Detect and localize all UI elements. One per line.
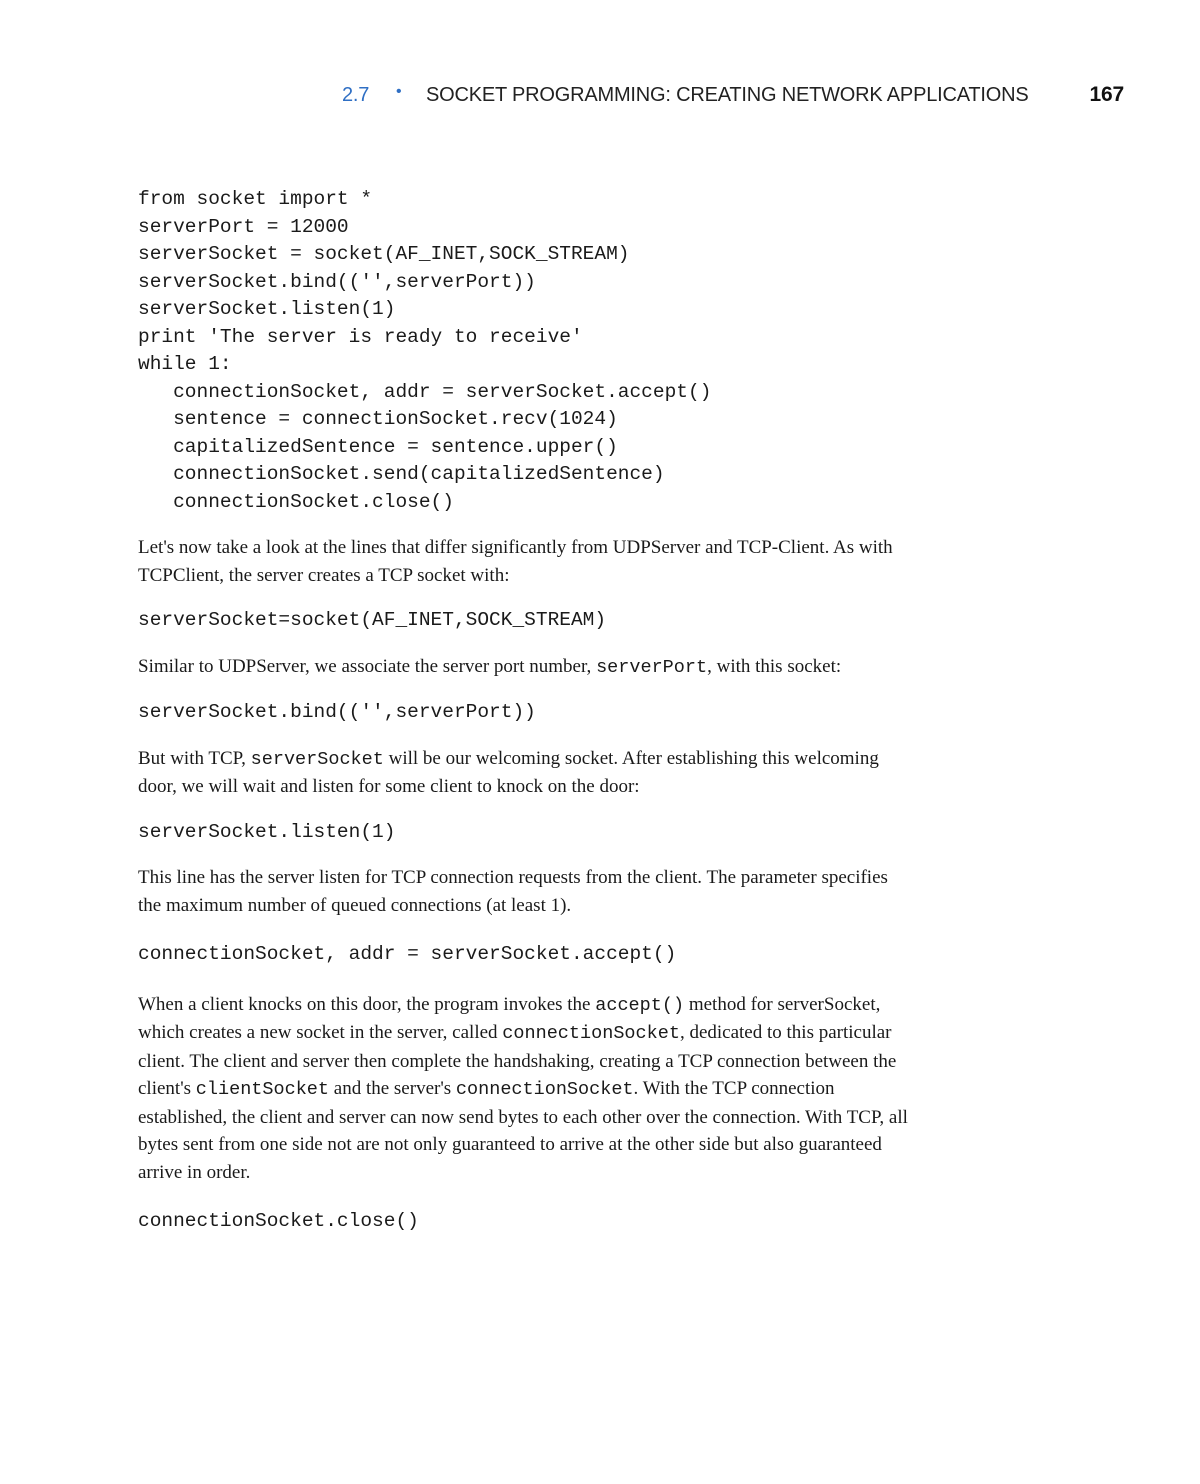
code-listing [138, 186, 908, 516]
code-snippet: serverSocket.listen(1) [138, 820, 396, 843]
paragraph [138, 745, 908, 801]
code-snippet: serverSocket.bind(('',serverPort)) [138, 701, 536, 723]
code-line: connectionSocket, addr = serverSocket.accept() [138, 380, 712, 403]
paragraph-text: When a client knocks on this door, the program invokes the [138, 993, 596, 1015]
code-snippet: connectionSocket, addr = serverSocket.accept() [138, 943, 677, 965]
inline-code: accept() [595, 994, 685, 1016]
code-line: capitalizedSentence = sentence.upper() [138, 435, 618, 458]
paragraph-text: But with TCP, [138, 747, 251, 769]
inline-code: serverSocket [250, 748, 384, 770]
paragraph: Let's now take a look at the lines that differ significantly from UDPServer and TCP-Client. As with TCPClient, the server creates a TCP socket with: [138, 537, 893, 586]
code-line: connectionSocket.send(capitalizedSentence) [138, 463, 665, 485]
inline-code: serverPort [596, 656, 708, 678]
code-line: serverSocket.listen(1) [138, 298, 396, 320]
code-snippet: serverSocket=socket(AF_INET,SOCK_STREAM) [138, 609, 607, 631]
chapter-title: SOCKET PROGRAMMING: CREATING NETWORK APPLICATIONS [426, 84, 1029, 106]
code-line: serverPort = 12000 [138, 215, 349, 238]
paragraph-text: will be our welcoming socket. After establishing this welcoming door, we will wait and listen for some client to knock on the door: [138, 747, 879, 797]
paragraph-text: , with this socket: [707, 655, 842, 677]
inline-code: connectionSocket [455, 1079, 634, 1100]
header-bullet: • [396, 83, 402, 100]
paragraph-text: . With the TCP connection established, the client and server can now send bytes to each other over the connection. With TCP, all bytes sent from one side not are not only guaranteed to arrive at the other side but also guaranteed arrive in order. [138, 1078, 908, 1183]
code-line: serverSocket = socket(AF_INET,SOCK_STREAM) [138, 243, 630, 265]
code-line: connectionSocket.close() [138, 490, 454, 513]
page-number: 167 [1089, 83, 1124, 106]
paragraph-text: and the server's [329, 1078, 456, 1099]
code-snippet: connectionSocket.close() [138, 1210, 419, 1232]
code-line: while 1: [138, 353, 232, 375]
code-line: print 'The server is ready to receive' [138, 325, 583, 348]
page-body [138, 186, 908, 1236]
code-line: sentence = connectionSocket.recv(1024) [138, 408, 618, 430]
running-header [342, 84, 1124, 110]
code-line: serverSocket.bind(('',serverPort)) [138, 270, 536, 293]
paragraph-text: Similar to UDPServer, we associate the server port number, [138, 655, 597, 677]
inline-code: clientSocket [195, 1079, 330, 1100]
paragraph [138, 991, 908, 1187]
paragraph-text: , dedicated to this particular client. The client and server then complete the handshaking, creating a TCP connection between the client's [138, 1022, 897, 1099]
section-number: 2.7 [342, 84, 370, 106]
paragraph [138, 653, 908, 682]
code-line: from socket import * [138, 188, 373, 210]
paragraph-text: method for serverSocket, which creates a new socket in the server, called [138, 993, 881, 1043]
paragraph: This line has the server listen for TCP connection requests from the client. The parameter specifies the maximum number of queued connections (at least 1). [138, 867, 888, 916]
inline-code: connectionSocket [502, 1023, 680, 1044]
